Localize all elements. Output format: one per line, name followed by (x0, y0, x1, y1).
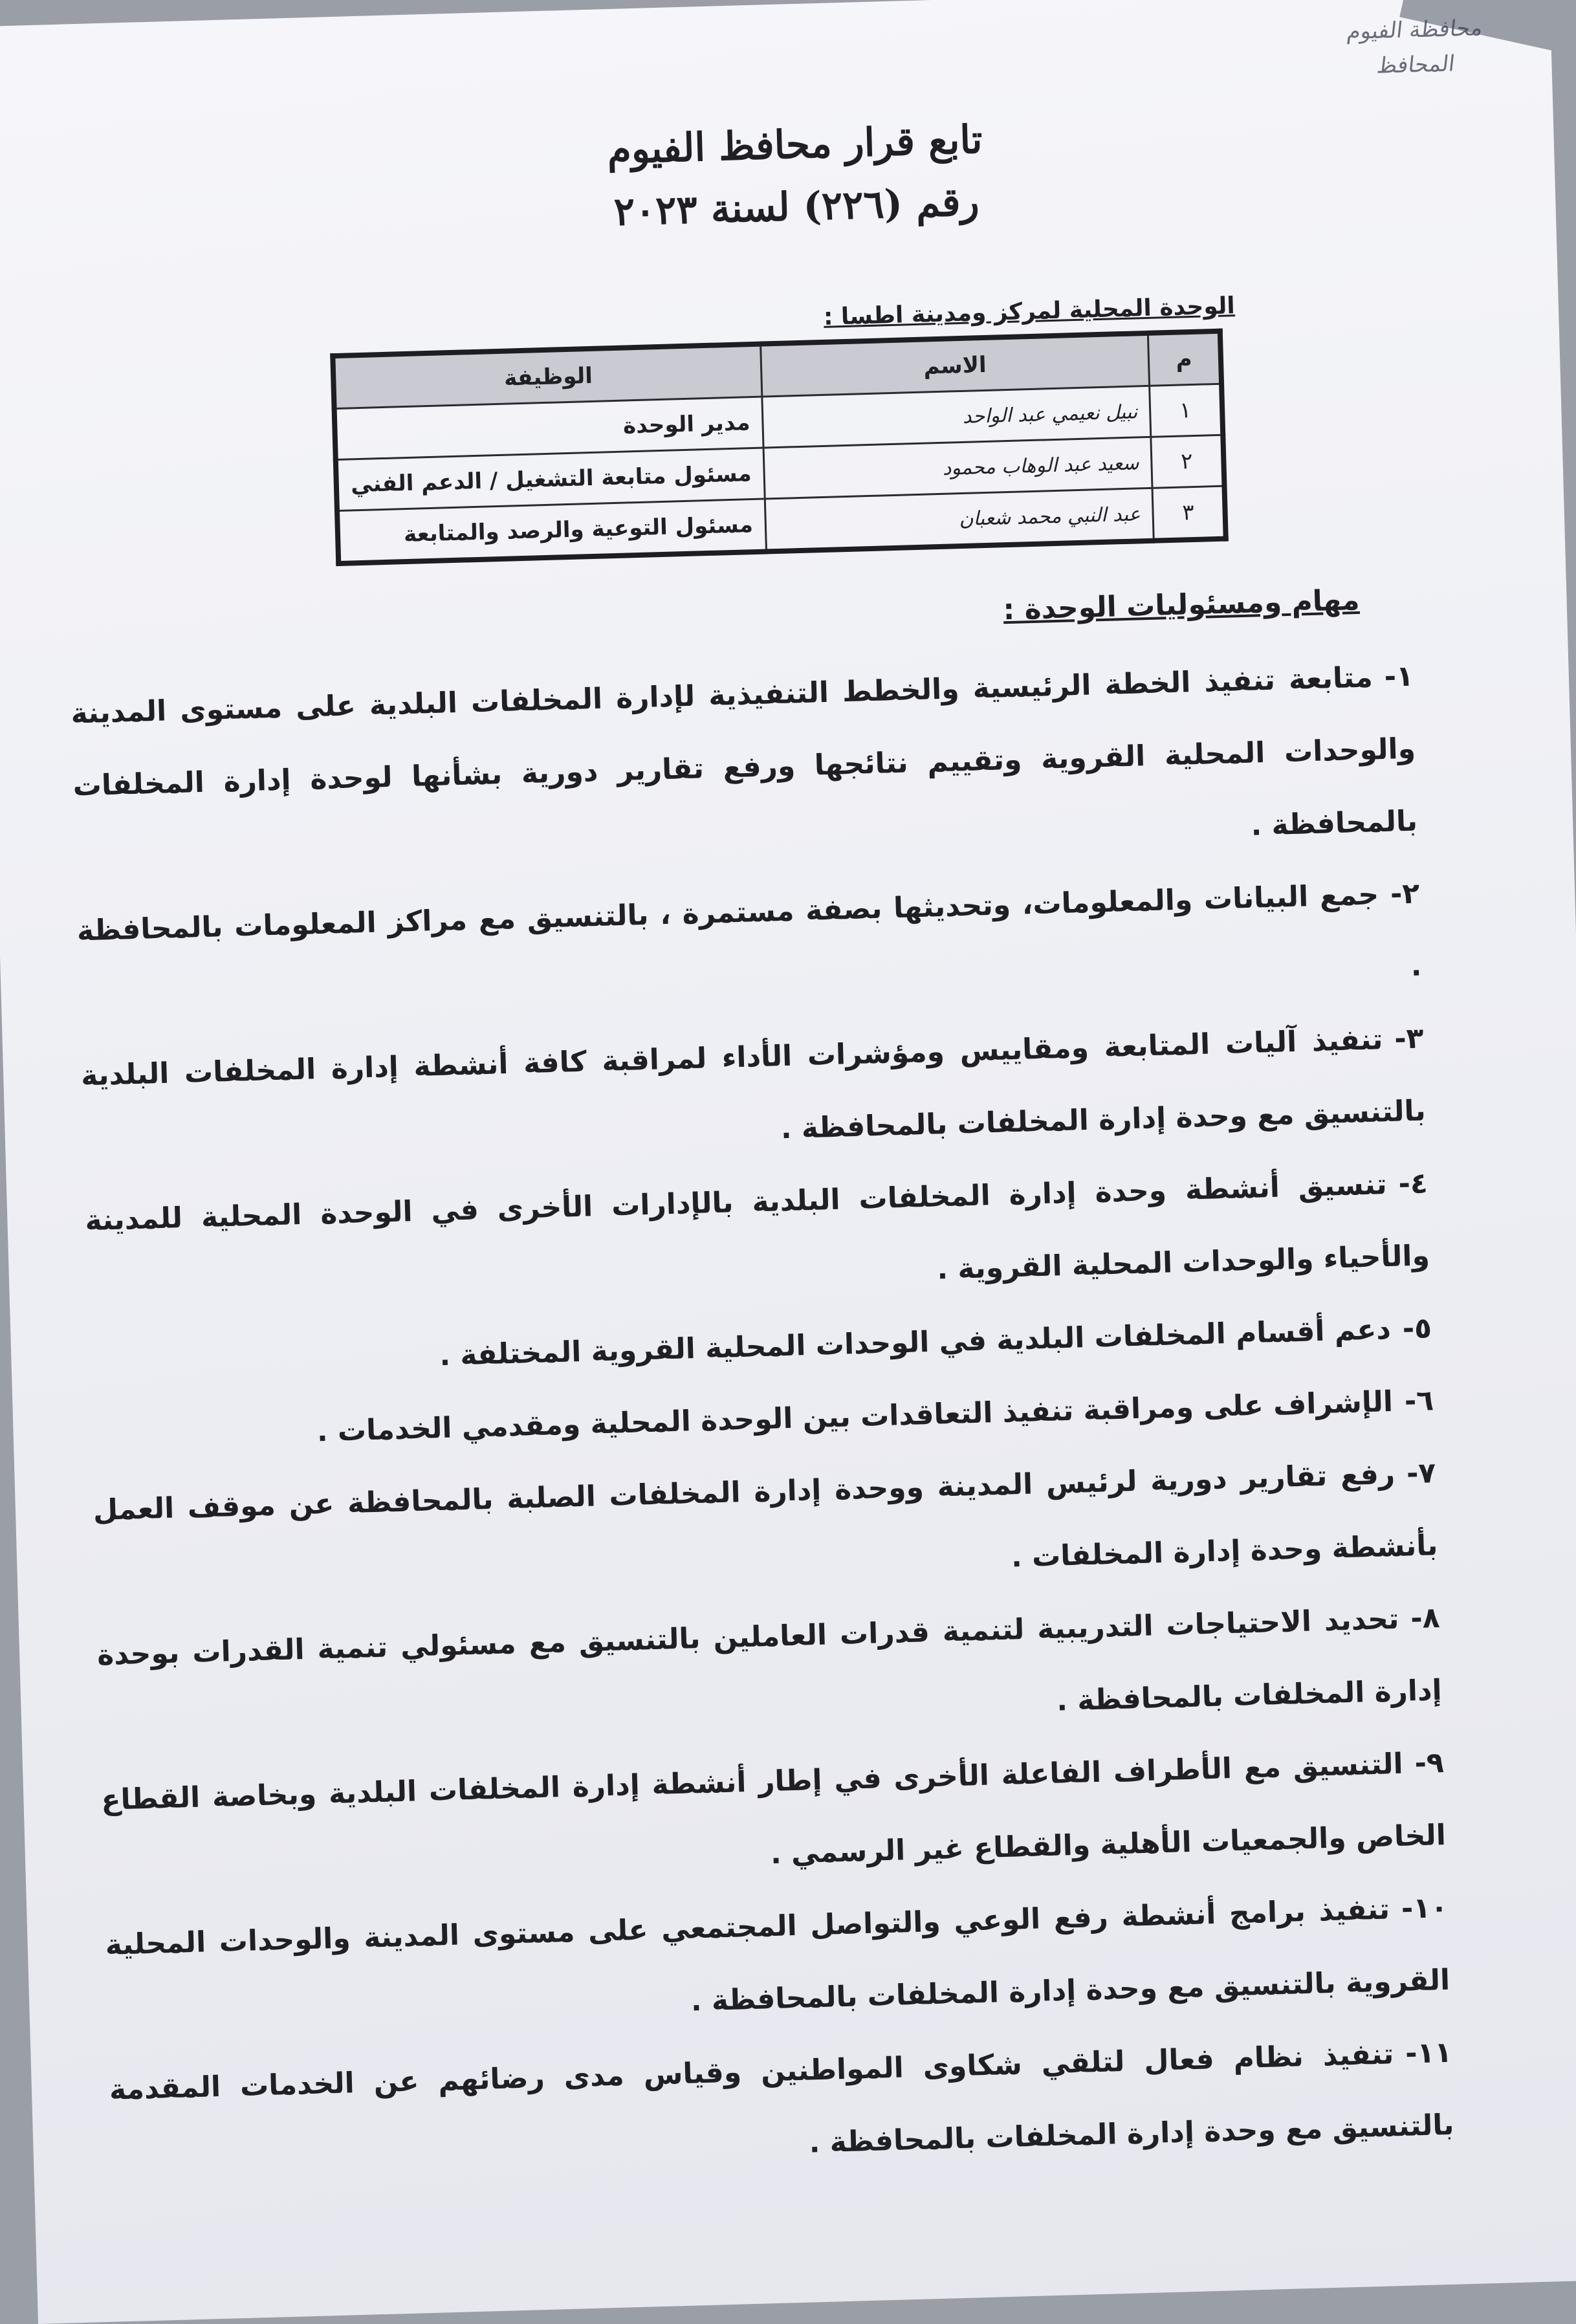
column-header-role: الوظيفة (334, 344, 763, 409)
row-name: نبيل نعيمي عبد الواحد (763, 386, 1152, 448)
row-number: ٢ (1152, 435, 1225, 488)
item-text: الإشراف على ومراقبة تنفيذ التعاقدات بين الوحدة المحلية ومقدمي الخدمات . (317, 1385, 1394, 1449)
decree-number: رقم (٢٢٦) لسنة ٢٠٢٣ (613, 179, 981, 235)
row-number: ١ (1150, 384, 1224, 437)
item-text: دعم أقسام المخلفات البلدية في الوحدات المحلية القروية المختلفة . (439, 1313, 1392, 1373)
item-number: ٨- (1410, 1601, 1441, 1636)
item-text: تنسيق أنشطة وحدة إدارة المخلفات البلدية بالإدارات الأخرى في الوحدة المحلية للمدينة والأحياء والوحدات المحلية القروية . (85, 1168, 1431, 1286)
item-number: ٥- (1403, 1311, 1433, 1346)
item-number: ٣- (1394, 1022, 1425, 1056)
official-stamp (1318, 10, 1515, 138)
item-text: تحديد الاحتياجات التدريبية لتنمية قدرات العاملين بالتنسيق مع مسئولي تنمية القدرات بوحدة إدارة المخلفات بالمحافظة . (97, 1602, 1443, 1718)
staff-table (331, 329, 1229, 566)
item-number: ٧- (1406, 1456, 1437, 1491)
row-role: مسئول التوعية والرصد والمتابعة (338, 499, 767, 564)
tasks-list (71, 641, 1456, 2199)
row-name: سعيد عبد الوهاب محمود (764, 437, 1153, 499)
item-text: متابعة تنفيذ الخطة الرئيسية والخطط التنفيذية لإدارة المخلفات البلدية على مستوى المدينة والوحدات المحلية القروية وتقييم نتائجها ورفع تقارير دورية بشأنها لوحدة إدارة المخلفات بالمحافظة . (71, 661, 1419, 842)
item-number: ١١- (1405, 2035, 1453, 2070)
decree-title: تابع قرار محافظ الفيوم (607, 116, 984, 173)
item-number: ٢- (1390, 877, 1421, 911)
item-text: رفع تقارير دورية لرئيس المدينة ووحدة إدارة المخلفات الصلبة بالمحافظة عن موقف العمل بأنشطة وحدة إدارة المخلفات . (93, 1457, 1439, 1574)
row-number: ٣ (1153, 486, 1227, 541)
item-text: جمع البيانات والمعلومات، وتحديثها بصفة مستمرة ، بالتنسيق مع مراكز المعلومات بالمحافظة . (77, 878, 1423, 983)
row-role: مسئول متابعة التشغيل / الدعم الفني (336, 448, 765, 510)
item-text: تنفيذ نظام فعال لتلقي شكاوى المواطنين وقياس مدى رضائهم عن الخدمات المقدمة بالتنسيق مع وحدة إدارة المخلفات بالمحافظة . (109, 2037, 1456, 2160)
item-number: ٦- (1405, 1384, 1435, 1418)
row-role: مدير الوحدة (335, 397, 764, 459)
item-number: ١٠- (1401, 1891, 1449, 1925)
tasks-heading: مهام ومسئوليات الوحدة : (1003, 583, 1361, 627)
decree-header (398, 103, 1194, 249)
column-header-name: الاسم (761, 333, 1150, 397)
item-number: ٩- (1414, 1746, 1445, 1781)
column-header-num: م (1148, 331, 1222, 386)
row-name: عبد النبي محمد شعبان (765, 488, 1154, 551)
list-item (71, 641, 1419, 895)
item-number: ١- (1384, 659, 1415, 694)
item-text: التنسيق مع الأطراف الفاعلة الأخرى في إطار أنشطة إدارة المخلفات البلدية وبخاصة القطاع الخاص والجمعيات الأهلية والقطاع غير الرسمي . (101, 1747, 1447, 1871)
item-text: تنفيذ آليات المتابعة ومقاييس ومؤشرات الأداء لمراقبة كافة أنشطة إدارة المخلفات البلدية بالتنسيق مع وحدة إدارة المخلفات بالمحافظة . (81, 1023, 1427, 1146)
item-number: ٤- (1398, 1167, 1429, 1201)
item-text: تنفيذ برامج أنشطة رفع الوعي والتواصل المجتمعي على مستوى المدينة والوحدات المحلية القروية بالتنسيق مع وحدة إدارة المخلفات بالمحافظة . (105, 1892, 1451, 2018)
unit-title: الوحدة المحلية لمركز ومدينة اطسا : (824, 292, 1236, 331)
stamp-line-1: محافظة الفيوم (1346, 15, 1485, 45)
stamp-line-2: المحافظ (1376, 50, 1457, 79)
